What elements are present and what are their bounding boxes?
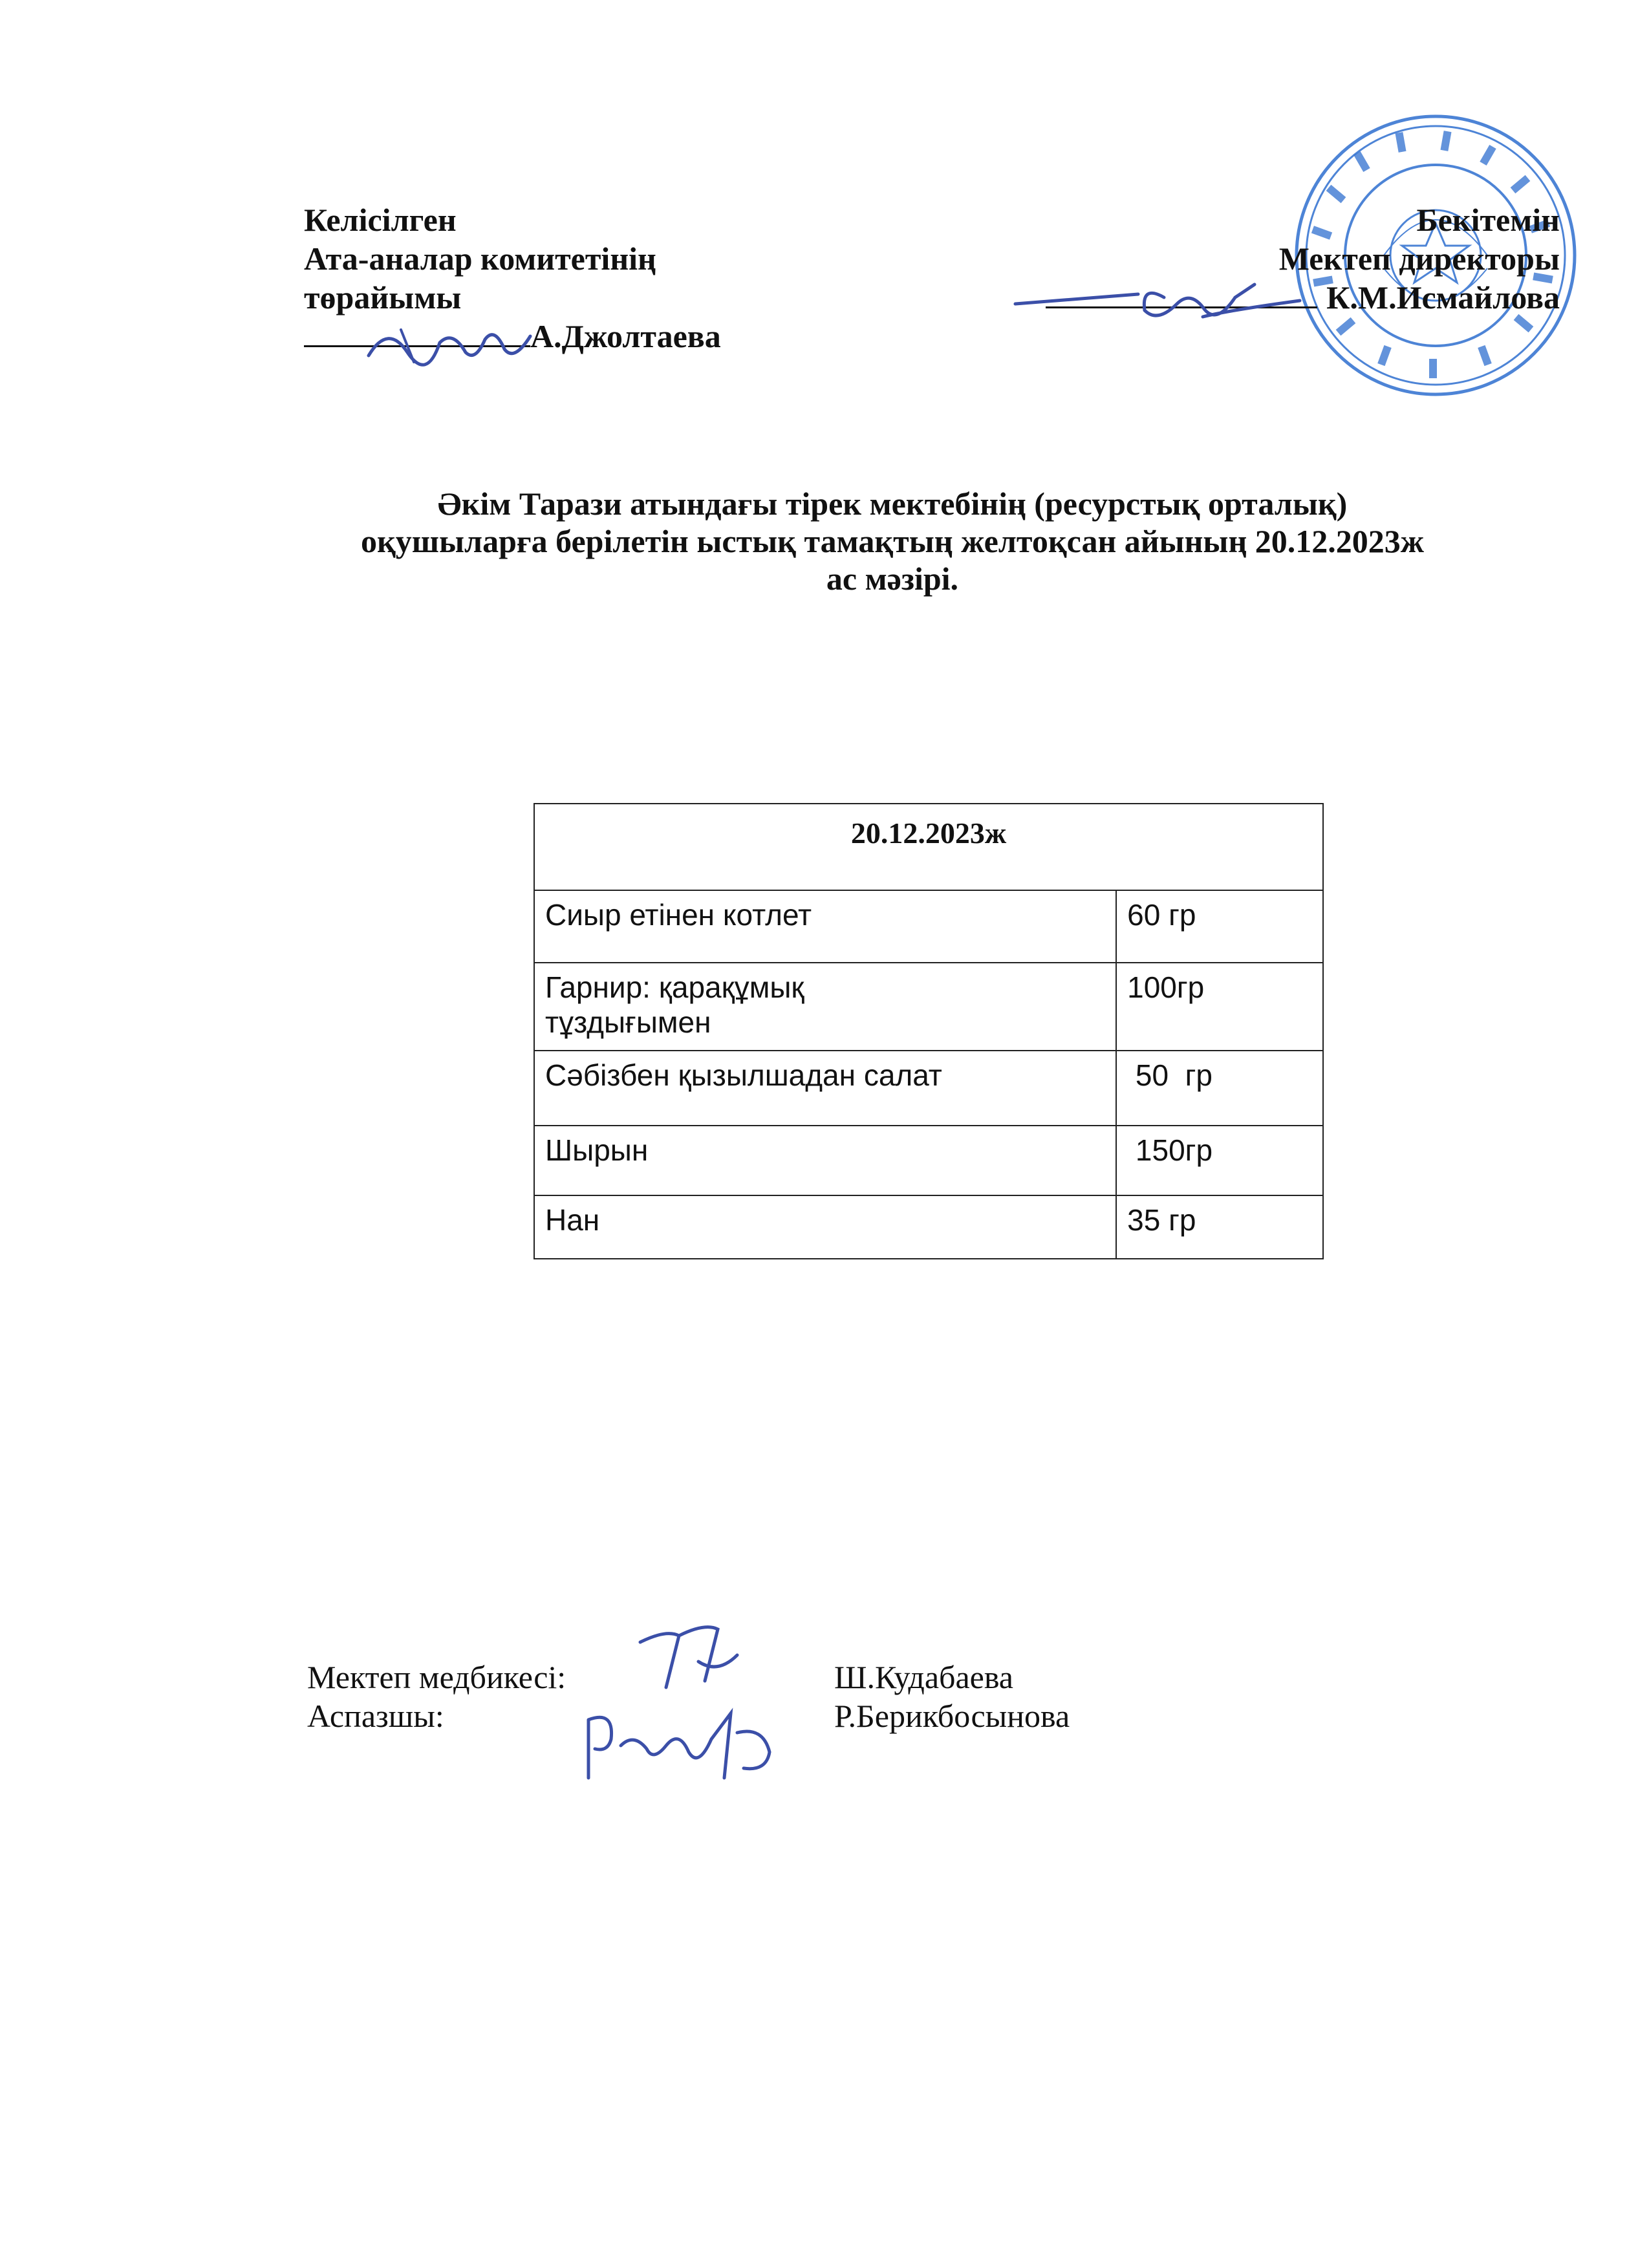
nurse-name: Ш.Кудабаева <box>834 1659 1013 1695</box>
table-row <box>534 890 1323 963</box>
menu-qty: 35 гр <box>1116 1195 1323 1259</box>
menu-date: 20.12.2023ж <box>534 804 1323 890</box>
menu-qty: 100гр <box>1116 963 1323 1051</box>
document-title <box>194 485 1591 597</box>
approval-left-name: А.Джолтаева <box>530 318 721 354</box>
signature-left <box>362 317 543 375</box>
menu-table <box>534 803 1324 1259</box>
table-row <box>534 1051 1323 1126</box>
title-line1: Әкім Тарази атындағы тірек мектебінің (ресурстық орталық) <box>437 486 1348 522</box>
title-line2: оқушыларға берілетін ыстық тамақтың желтоқсан айының 20.12.2023ж <box>360 523 1425 559</box>
cook-label: Аспазшы: <box>307 1698 444 1734</box>
nurse-label: Мектеп медбикесі: <box>307 1659 566 1695</box>
signature-cook <box>576 1694 789 1797</box>
table-row <box>534 963 1323 1051</box>
title-line3: ас мәзірі. <box>826 561 959 597</box>
approval-left-line2: Ата-аналар комитетінің <box>304 241 656 277</box>
table-row <box>534 1195 1323 1259</box>
approval-right-name: К.М.Исмайлова <box>1326 279 1560 316</box>
approval-left-line1: Келісілген <box>304 202 457 238</box>
signature-right <box>1009 272 1306 343</box>
table-header-row <box>534 804 1323 890</box>
menu-item: Нан <box>534 1195 1116 1259</box>
signature-nurse <box>627 1616 750 1694</box>
menu-item: Сиыр етінен котлет <box>534 890 1116 963</box>
approval-right-line1: Бекітемін <box>1416 202 1560 238</box>
cook-name: Р.Берикбосынова <box>834 1698 1070 1734</box>
approval-left-line3: төрайымы <box>304 279 462 316</box>
menu-qty: 50 гр <box>1116 1051 1323 1126</box>
table-row <box>534 1126 1323 1195</box>
menu-qty: 60 гр <box>1116 890 1323 963</box>
menu-item: Шырын <box>534 1126 1116 1195</box>
menu-item: Сәбізбен қызылшадан салат <box>534 1051 1116 1126</box>
menu-item: Гарнир: қарақұмық тұздығымен <box>534 963 1116 1051</box>
approval-right-line2: Мектеп директоры <box>1278 241 1560 277</box>
menu-qty: 150гр <box>1116 1126 1323 1195</box>
